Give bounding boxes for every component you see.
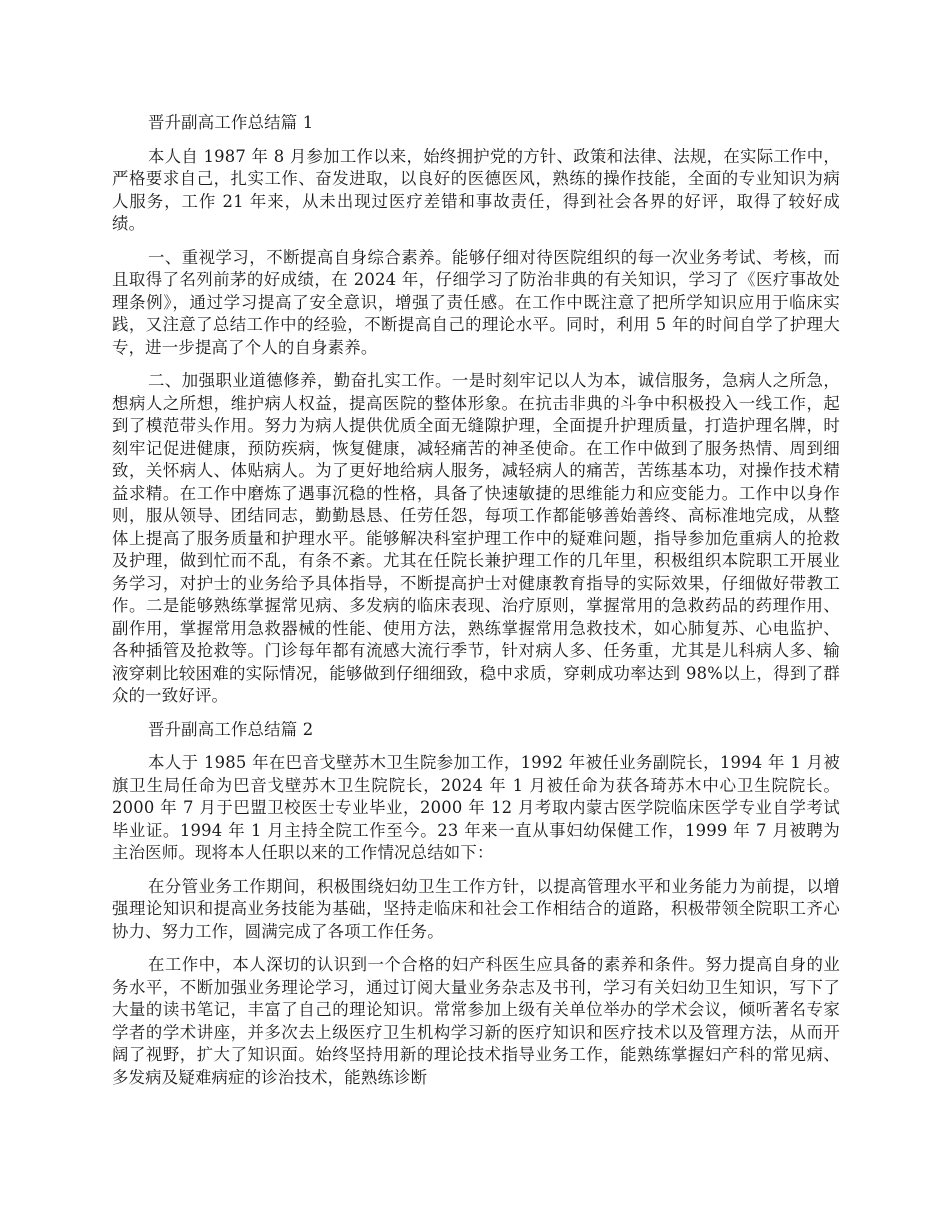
- section-2-paragraph-3: 在工作中，本人深切的认识到一个合格的妇产科医生应具备的素养和条件。努力提高自身的业务水平，不断加强业务理论学习，通过订阅大量业务杂志及书刊，学习有关妇幼卫生知识，写下了大量的读书笔记，丰富了自己的理论知识。常常参加上级有关单位举办的学术会议，倾听著名专家学者的学术讲座，并多次去上级医疗卫生机构学习新的医疗知识和医疗技术以及管理方法，从而开阔了视野，扩大了知识面。始终坚持用新的理论技术指导业务工作，能熟练掌握妇产科的常见病、多发病及疑难病症的诊治技术，能熟练诊断: [112, 955, 840, 1087]
- section-1-paragraph-1: 本人自 1987 年 8 月参加工作以来，始终拥护党的方针、政策和法律、法规，在实际工作中，严格要求自己，扎实工作、奋发进取，以良好的医德医风，熟练的操作技能，全面的专业知识为病人服务，工作 21 年来，从未出现过医疗差错和事故责任，得到社会各界的好评，取得了较好成绩。: [112, 146, 840, 233]
- section-1-paragraph-2: 一、重视学习，不断提高自身综合素养。能够仔细对待医院组织的每一次业务考试、考核，而且取得了名列前茅的好成绩，在 2024 年，仔细学习了防治非典的有关知识，学习了《医疗事故处理条例》，通过学习提高了安全意识，增强了责任感。在工作中既注意了把所学知识应用于临床实践，又注意了总结工作中的经验，不断提高自己的理论水平。同时，利用 5 年的时间自学了护理大专，进一步提高了个人的自身素养。: [112, 247, 840, 357]
- document-page: [112, 112, 840, 1100]
- section-2-paragraph-1: 本人于 1985 年在巴音戈壁苏木卫生院参加工作，1992 年被任业务副院长，1994 年 1 月被旗卫生局任命为巴音戈壁苏木卫生院院长，2024 年 1 月被任命为获各琦苏木中心卫生院院长。2000 年 7 月于巴盟卫校医士专业毕业，2000 年 12 月考取内蒙古医学院临床医学专业自学考试毕业证。1994 年 1 月主持全院工作至今。23 年来一直从事妇幼保健工作，1999 年 7 月被聘为主治医师。现将本人任职以来的工作情况总结如下：: [112, 753, 840, 862]
- section-2-title: 晋升副高工作总结篇 2: [148, 719, 314, 739]
- section-1-title: 晋升副高工作总结篇 1: [148, 113, 314, 132]
- section-2-paragraph-2: 在分管业务工作期间，积极围绕妇幼卫生工作方针，以提高管理水平和业务能力为前提，以增强理论知识和提高业务技能为基础，坚持走临床和社会工作相结合的道路，积极带领全院职工齐心协力、努力工作，圆满完成了各项工作任务。: [112, 876, 840, 941]
- section-1-paragraph-3: 二、加强职业道德修养，勤奋扎实工作。一是时刻牢记以人为本，诚信服务，急病人之所急，想病人之所想，维护病人权益，提高医院的整体形象。在抗击非典的斗争中积极投入一线工作，起到了模范带头作用。努力为病人提供优质全面无缝隙护理，全面提升护理质量，打造护理名牌，时刻牢记促进健康，预防疾病，恢复健康，减轻痛苦的神圣使命。在工作中做到了服务热情、周到细致，关怀病人、体贴病人。为了更好地给病人服务，减轻病人的痛苦，苦练基本功，对操作技术精益求精。在工作中磨炼了遇事沉稳的性格，具备了快速敏捷的思维能力和应变能力。工作中以身作则，服从领导、团结同志，勤勤恳恳、任劳任怨，每项工作都能够善始善终、高标准地完成，从整体上提高了服务质量和护理水平。能够解决科室护理工作中的疑难问题，指导参加危重病人的抢救及护理，做到忙而不乱，有条不紊。尤其在任院长兼护理工作的几年里，积极组织本院职工开展业务学习，对护士的业务给予具体指导，不断提高护士对健康教育指导的实际效果，仔细做好带教工作。二是能够熟练掌握常见病、多发病的临床表现、治疗原则，掌握常用的急救药品的药理作用、副作用，掌握常用急救器械的性能、使用方法，熟练掌握常用急救技术，如心肺复苏、心电监护、各种插管及抢救等。门诊每年都有流感大流行季节，针对病人多、任务重，尤其是儿科病人多、输液穿刺比较困难的实际情况，能够做到仔细细致，稳中求质，穿刺成功率达到 98%以上，得到了群众的一致好评。: [112, 371, 840, 705]
